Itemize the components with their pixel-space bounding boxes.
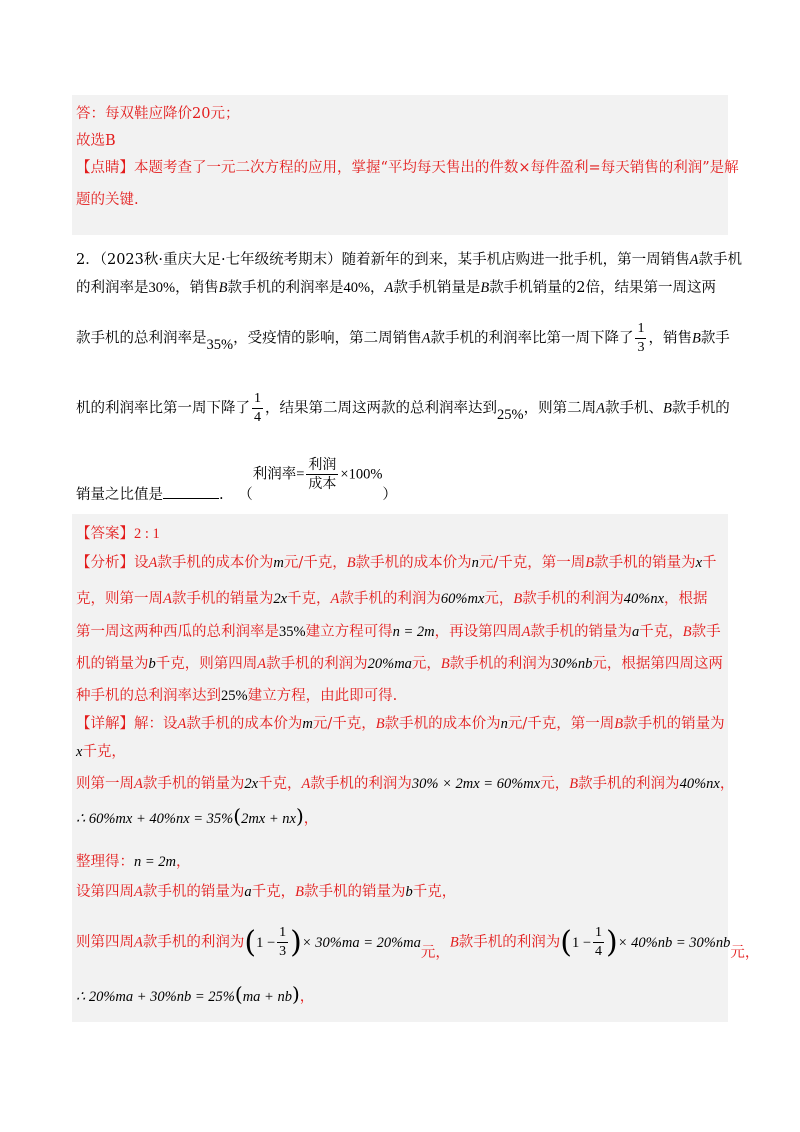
detail-line-5: 整理得：n = 2m， bbox=[76, 854, 191, 870]
choice-line: 故选B bbox=[76, 133, 116, 149]
answer-line-2: 【答案】2 : 1 bbox=[76, 526, 160, 542]
analysis-line-4: 机的销量为b千克，则第四周A款手机的利润为20%ma元，B款手机的利润为30%nb元，根据第四周这两 bbox=[76, 656, 723, 672]
detail-line-8: ∴ 20%ma + 30%nb = 25%(ma + nb)， bbox=[76, 982, 315, 1006]
answer-line: 答：每双鞋应降价20元； bbox=[76, 106, 240, 122]
question-line-5: 销量之比值是 . （利润率= $\frac{\text{利润}}{\text{成本}}$ ×100%） bbox=[76, 457, 397, 503]
detail-line-1: 【详解】解：设A款手机的成本价为m元/千克，B款手机的成本价为n元/千克，第一周B款手机的销量为 bbox=[76, 716, 725, 732]
detail-line-3: 则第一周A款手机的销量为2x千克，A款手机的利润为30% × 2mx = 60%mx元，B款手机的利润为40%nx， bbox=[76, 776, 735, 792]
detail-line-7: 则第四周A款手机的利润为(1 − $\frac{1}{3}$ )× 30%ma = 20%ma元，B款手机的利润为(1 − $\frac{1}{4}$ )× 40%nb = 30%nb元， bbox=[76, 924, 760, 961]
expr-b-profit: (1 − $\frac{1}{4}$ )× 40%nb = 30%nb bbox=[560, 924, 731, 960]
analysis-line-2: 克，则第一周A款手机的销量为2x千克，A款手机的利润为60%mx元，B款手机的利润为40%nx，根据 bbox=[76, 591, 708, 607]
question-line-3: 款手机的总利润率是35%，受疫情的影响，第二周销售A款手机的利润率比第一周下降了 $\frac{1}{3}$ ，销售B款手 bbox=[76, 321, 730, 355]
detail-line-4: ∴ 60%mx + 40%nx = 35%(2mx + nx)， bbox=[76, 804, 319, 828]
analysis-line-3: 第一周这两种西瓜的总利润率是35%建立方程可得n = 2m，再设第四周A款手机的销量为a千克，B款手 bbox=[76, 624, 721, 640]
analysis-line-1: 【分析】设A款手机的成本价为m元/千克，B款手机的成本价为n元/千克，第一周B款手机的销量为x千 bbox=[76, 555, 717, 571]
point-line-1: 【点睛】本题考查了一元二次方程的应用，掌握“平均每天售出的件数×每件盈利=每天销售的利润”是解 bbox=[76, 160, 739, 176]
detail-line-6: 设第四周A款手机的销量为a千克，B款手机的销量为b千克， bbox=[76, 884, 457, 900]
detail-line-2: x千克， bbox=[76, 744, 126, 760]
fraction-one-quarter-b: $\frac{1}{4}$ bbox=[595, 925, 603, 959]
question-line-2: 的利润率是30%，销售B款手机的利润率是40%，A款手机销量是B款手机销量的2倍，结果第一周这两 bbox=[76, 280, 716, 296]
question-line-1: 2．（2023秋·重庆大足·七年级统考期末）随着新年的到来，某手机店购进一批手机，第一周销售A款手机 bbox=[76, 252, 742, 268]
fraction-one-quarter: $\frac{1}{4}$ bbox=[254, 391, 261, 425]
point-line-2: 题的关键. bbox=[76, 192, 139, 208]
answer-blank bbox=[163, 484, 219, 499]
fraction-profit-over-cost: $\frac{\text{利润}}{\text{成本}}$ bbox=[308, 457, 337, 492]
question-line-4: 机的利润率比第一周下降了 $\frac{1}{4}$ ，结果第二周这两款的总利润率达到25%，则第二周A款手机、B款手机的 bbox=[76, 391, 730, 425]
expr-a-profit: (1 − $\frac{1}{3}$ )× 30%ma = 20%ma bbox=[244, 924, 421, 960]
analysis-line-5: 种手机的总利润率达到25%建立方程，由此即可得. bbox=[76, 688, 398, 704]
fraction-one-third: $\frac{1}{3}$ bbox=[637, 321, 645, 355]
fraction-one-third-b: $\frac{1}{3}$ bbox=[279, 925, 287, 959]
